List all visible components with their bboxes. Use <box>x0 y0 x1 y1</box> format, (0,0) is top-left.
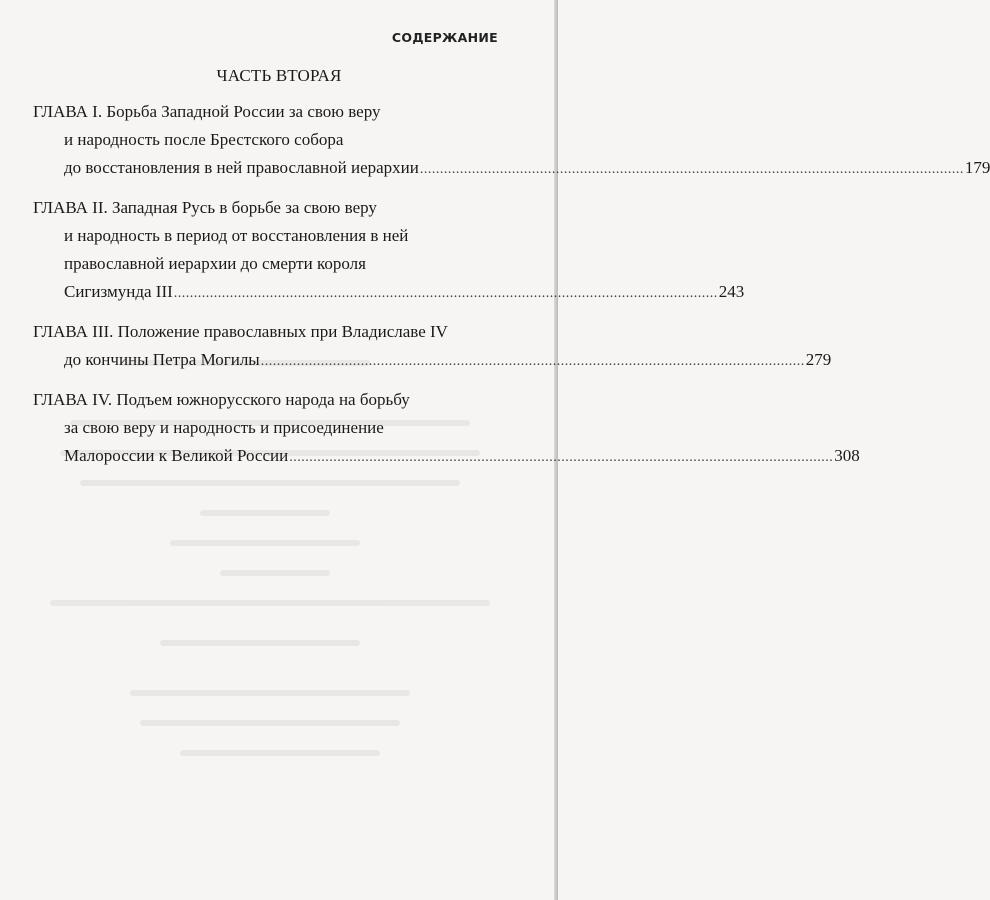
toc-line: Сигизмунда III <box>64 282 173 301</box>
toc-line: Малороссии к Великой России <box>64 446 289 465</box>
toc-line: ГЛАВА II. Западная Русь в борьбе за свою веру <box>33 198 377 217</box>
toc-line: до восстановления в ней православной иерархии <box>64 158 419 177</box>
toc-entry-chapter-2[interactable] <box>33 194 745 308</box>
page-number: 279 <box>805 350 832 369</box>
toc-line: до кончины Петра Могилы <box>64 350 260 369</box>
toc-line: ГЛАВА IV. Подъем южнорусского народа на борьбу <box>33 390 410 409</box>
toc-line: ГЛАВА I. Борьба Западной России за свою веру <box>33 102 381 121</box>
toc-line: и народность после Брестского собора <box>64 130 344 149</box>
toc-entry-chapter-3[interactable] <box>33 318 832 376</box>
toc-entry-chapter-4[interactable] <box>33 386 860 472</box>
toc-line: православной иерархии до смерти короля <box>64 254 366 273</box>
page-number: 308 <box>834 446 860 465</box>
toc-last-line <box>33 154 990 184</box>
toc-last-line <box>33 442 860 472</box>
dot-leader: ........................................................................................................................................ <box>289 450 834 465</box>
toc-line: за свою веру и народность и присоединение <box>64 418 384 437</box>
page-number: 243 <box>718 282 745 301</box>
table-of-contents <box>33 98 990 482</box>
toc-last-line <box>33 278 745 308</box>
toc-line: ГЛАВА III. Положение православных при Владиславе IV <box>33 322 448 341</box>
running-header: СОДЕРЖАНИЕ <box>391 30 498 45</box>
dot-leader: ........................................................................................................................................ <box>260 354 805 369</box>
dot-leader: ........................................................................................................................................ <box>419 162 964 177</box>
toc-last-line <box>33 346 832 376</box>
toc-entry-chapter-1[interactable] <box>33 98 990 184</box>
dot-leader: ........................................................................................................................................ <box>173 286 718 301</box>
part-title: ЧАСТЬ ВТОРАЯ <box>216 66 342 85</box>
page-number: 179 <box>964 158 990 177</box>
toc-line: и народность в период от восстановления в ней <box>64 226 409 245</box>
